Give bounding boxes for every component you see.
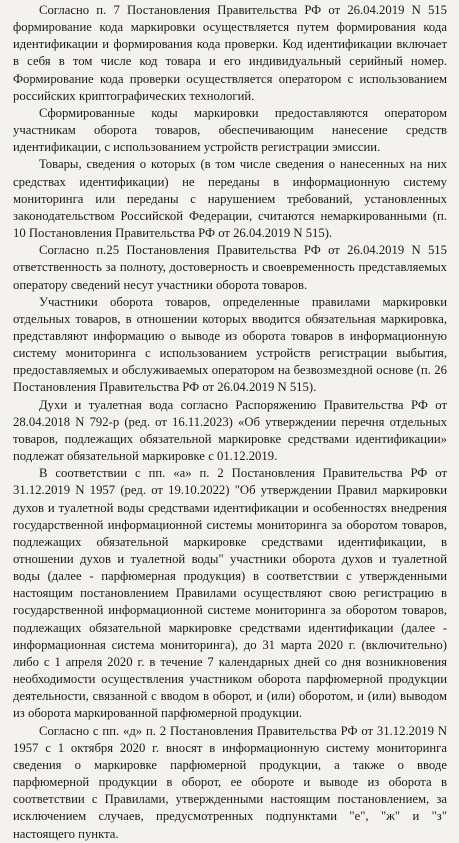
paragraph-marking-codes: Сформированные коды маркировки предоставляются оператором участникам оборота товаров, обеспечивающим нанесение средств идентификации, с использованием устройств регистрации эмиссии.	[13, 105, 447, 155]
paragraph-clause-25: Согласно п.25 Постановления Правительства РФ от 26.04.2019 N 515 ответственность за полноту, достоверность и своевременность представляемых оператору сведений несут участники оборота товаров.	[13, 243, 447, 292]
paragraph-unmarked-goods: Товары, сведения о которых (в том числе сведения о нанесенных на них средствах идентификации) не переданы в информационную систему мониторинга или переданы с нарушением требований, установленных законодательством Российской Федерации, считаются немаркированными (п. 10 Постановления Правительства РФ от 26.04.2019 N 515).	[13, 157, 447, 241]
paragraph-perfume-order: Духи и туалетная вода согласно Распоряжению Правительства РФ от 28.04.2018 N 792-р (ред. от 16.11.2023) «Об утверждении перечня отдельных товаров, подлежащих обязательной маркировке средствами идентификации» подлежат обязательной маркировке с 01.12.2019.	[13, 397, 447, 464]
paragraph-registration-rules: В соответствии с пп. «а» п. 2 Постановления Правительства РФ от 31.12.2019 N 1957 (ред. от 19.10.2022) "Об утверждении Правил маркировки духов и туалетной воды средствами идентификации и особенностях внедрения государственной информационной системы мониторинга за оборотом товаров, подлежащих обязательной маркировке средствами идентификации, в отношении духов и туалетной воды" участники оборота духов и туалетной воды (далее - парфюмерная продукция) в соответствии с утвержденными настоящим постановлением Правилами осуществляют свою регистрацию в государственной информационной системе мониторинга за оборотом товаров, подлежащих обязательной маркировке средствами идентификации (далее - информационная система мониторинга), до 31 марта 2020 г. (включительно) либо с 1 апреля 2020 г. в течение 7 календарных дней со дня возникновения необходимости осуществления участником оборота парфюмерной продукции деятельности, связанной с вводом в оборот, и (или) оборотом, и (или) выводом из оборота маркированной парфюмерной продукции.	[13, 466, 447, 721]
paragraph-data-submission: Согласно с пп. «д» п. 2 Постановления Правительства РФ от 31.12.2019 N 1957 с 1 октября 2020 г. вносят в информационную систему мониторинга сведения о маркировке парфюмерной продукции, а также о вводе парфюмерной продукции в оборот, ее обороте и выводе из оборота в соответствии с Правилами, утвержденными настоящим постановлением, за исключением случаев, предусмотренных подпунктами "е", "ж" и "з" настоящего пункта.	[13, 723, 447, 841]
paragraph-clause-26: Участники оборота товаров, определенные правилами маркировки отдельных товаров, в отношении которых вводится обязательная маркировка, представляют информацию о выводе из оборота товаров в информационную систему мониторинга с использованием устройств регистрации выбытия, предоставляемых и обслуживаемых оператором на безвозмездной основе (п. 26 Постановления Правительства РФ от 26.04.2019 N 515).	[13, 294, 447, 395]
paragraph-clause-7: Согласно п. 7 Постановления Правительства РФ от 26.04.2019 N 515 формирование кода маркировки осуществляется путем формирования кода идентификации и формирования кода проверки. Код идентификации включает в себя в том числе код товара и его индивидуальный серийный номер. Формирование кода проверки осуществляется оператором с использованием российских криптографических технологий.	[13, 3, 447, 103]
